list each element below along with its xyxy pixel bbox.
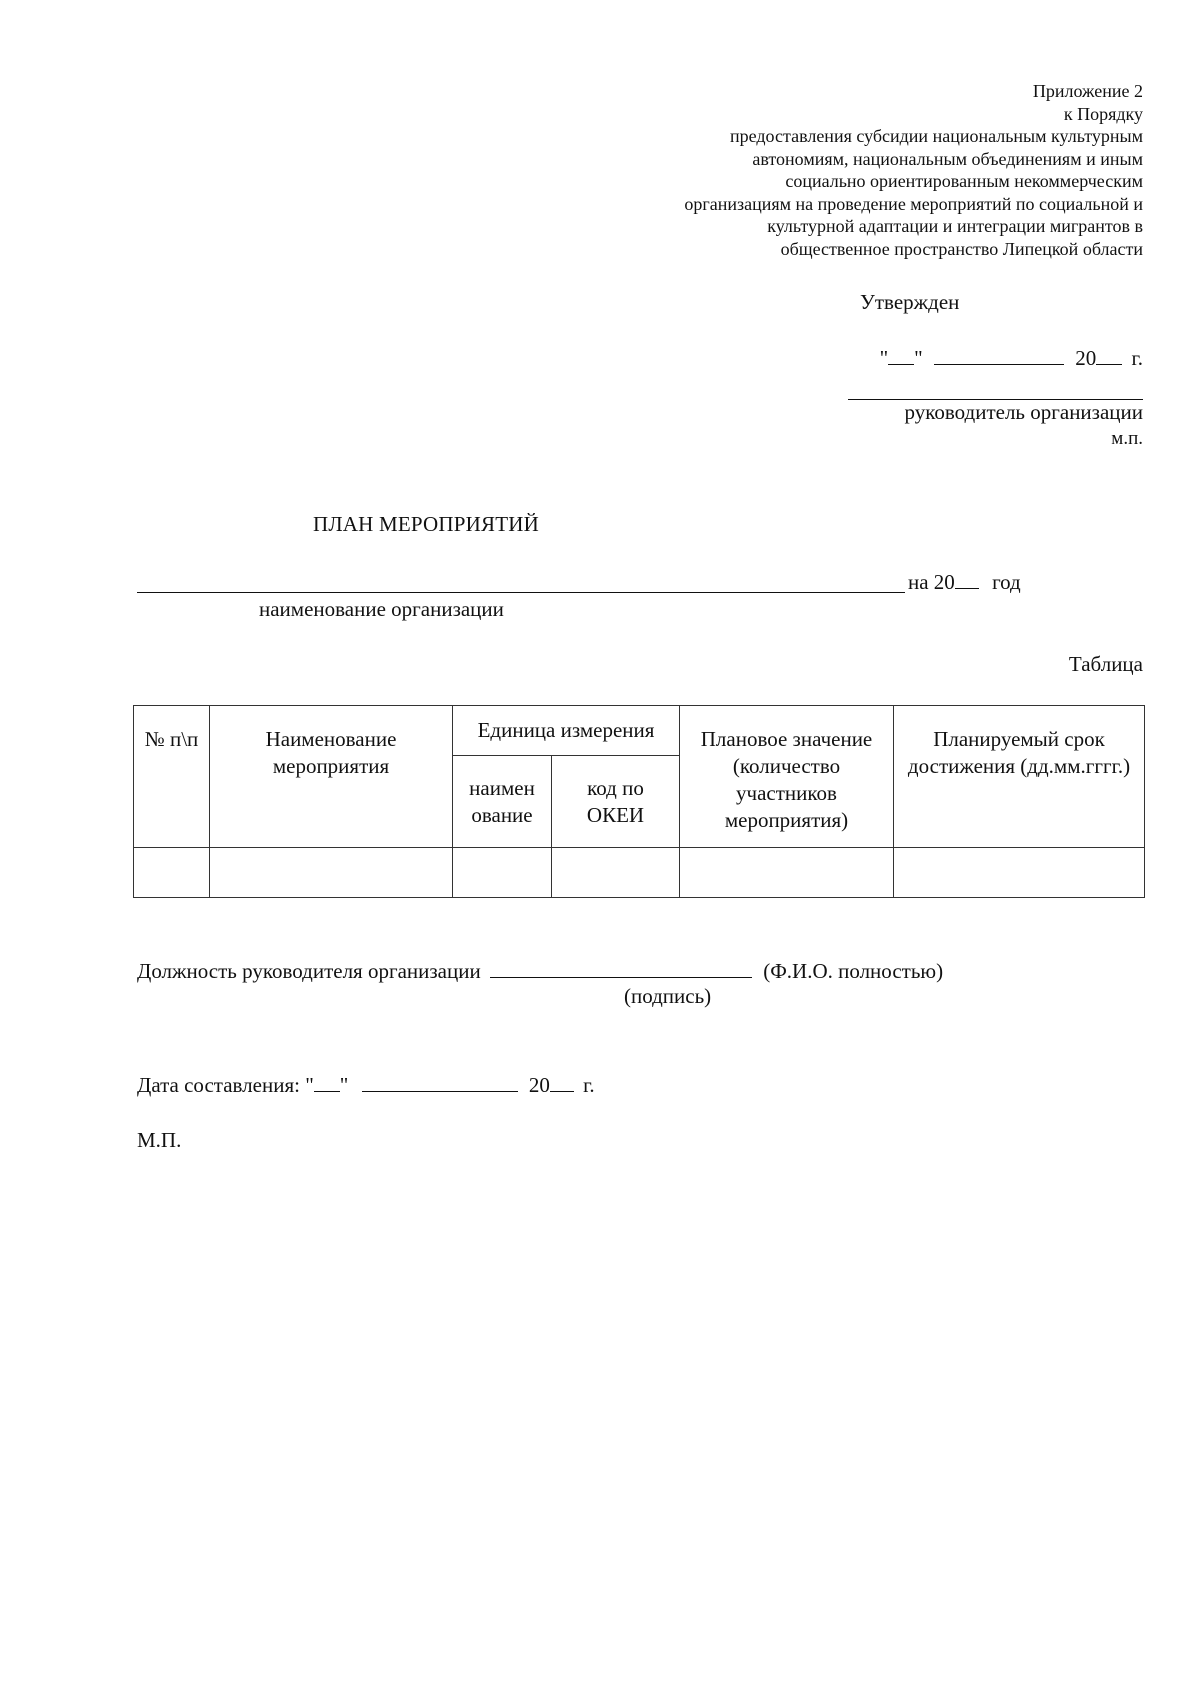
appendix-line: общественное пространство Липецкой области [780, 238, 1143, 259]
day-blank[interactable] [888, 344, 914, 365]
year-suffix: г. [583, 1073, 595, 1097]
appendix-line: Приложение 2 [1032, 81, 1143, 101]
quote-close: " [339, 1073, 349, 1097]
table-row [134, 848, 1145, 898]
for-year-prefix: на 20 [908, 570, 955, 594]
seal-mark: м.п. [1111, 428, 1143, 449]
header-event-name: Наименование мероприятия [210, 706, 453, 848]
table-cell[interactable] [680, 848, 894, 898]
header-planned-value: Плановое значение (количество участников мероприятия) [680, 706, 894, 848]
table-cell[interactable] [894, 848, 1145, 898]
appendix-line: социально ориентированным некоммерческим [785, 171, 1143, 191]
approval-date-field[interactable] [880, 344, 1143, 371]
page-title: ПЛАН МЕРОПРИЯТИЙ [313, 512, 539, 536]
year-suffix: г. [1131, 346, 1143, 370]
appendix-line: организациям на проведение мероприятий по социальной и [684, 193, 1143, 214]
header-number: № п\п [134, 706, 210, 848]
appendix-header [543, 80, 1143, 260]
appendix-line: автономиям, национальным объединениям и иным [752, 148, 1143, 169]
date-label: Дата составления: [137, 1073, 300, 1097]
year-blank[interactable] [1096, 344, 1122, 365]
approved-label: Утвержден [860, 290, 960, 314]
table-cell[interactable] [552, 848, 680, 898]
header-deadline: Планируемый срок достижения (дд.мм.гггг.) [894, 706, 1145, 848]
appendix-line: к Порядку [1063, 103, 1143, 124]
plan-year-field[interactable] [908, 568, 1021, 595]
header-unit-name: наимен ование [453, 756, 552, 848]
organization-name-line[interactable] [137, 592, 905, 593]
signature-caption-bottom: (подпись) [624, 984, 712, 1008]
quote-open: " [305, 1073, 314, 1097]
position-field[interactable] [137, 957, 943, 984]
signature-blank[interactable] [490, 957, 752, 978]
appendix-line: культурной адаптации и интеграции мигрантов в [767, 216, 1143, 236]
table-cell[interactable] [134, 848, 210, 898]
organization-caption: наименование организации [259, 597, 504, 621]
plan-table [133, 705, 1145, 898]
table-cell[interactable] [210, 848, 453, 898]
quote-close: " [914, 346, 923, 370]
position-label: Должность руководителя организации [137, 959, 481, 983]
month-blank[interactable] [362, 1071, 518, 1092]
for-year-suffix: год [992, 570, 1021, 594]
year-prefix: 20 [1075, 346, 1097, 370]
fio-label: (Ф.И.О. полностью) [763, 959, 944, 983]
signature-caption: руководитель организации [904, 400, 1143, 424]
date-field[interactable] [137, 1071, 595, 1098]
plan-year-blank[interactable] [955, 568, 979, 589]
table-cell[interactable] [453, 848, 552, 898]
year-prefix: 20 [528, 1073, 550, 1097]
appendix-line: предоставления субсидии национальным культурным [730, 126, 1143, 146]
header-unit-code: код по ОКЕИ [552, 756, 680, 848]
month-blank[interactable] [934, 344, 1064, 365]
quote-open: " [879, 346, 889, 370]
table-label: Таблица [1068, 652, 1143, 676]
year-blank[interactable] [550, 1071, 574, 1092]
seal-mark-bottom: М.П. [137, 1128, 182, 1152]
day-blank[interactable] [314, 1071, 340, 1092]
header-unit: Единица измерения [453, 706, 680, 756]
